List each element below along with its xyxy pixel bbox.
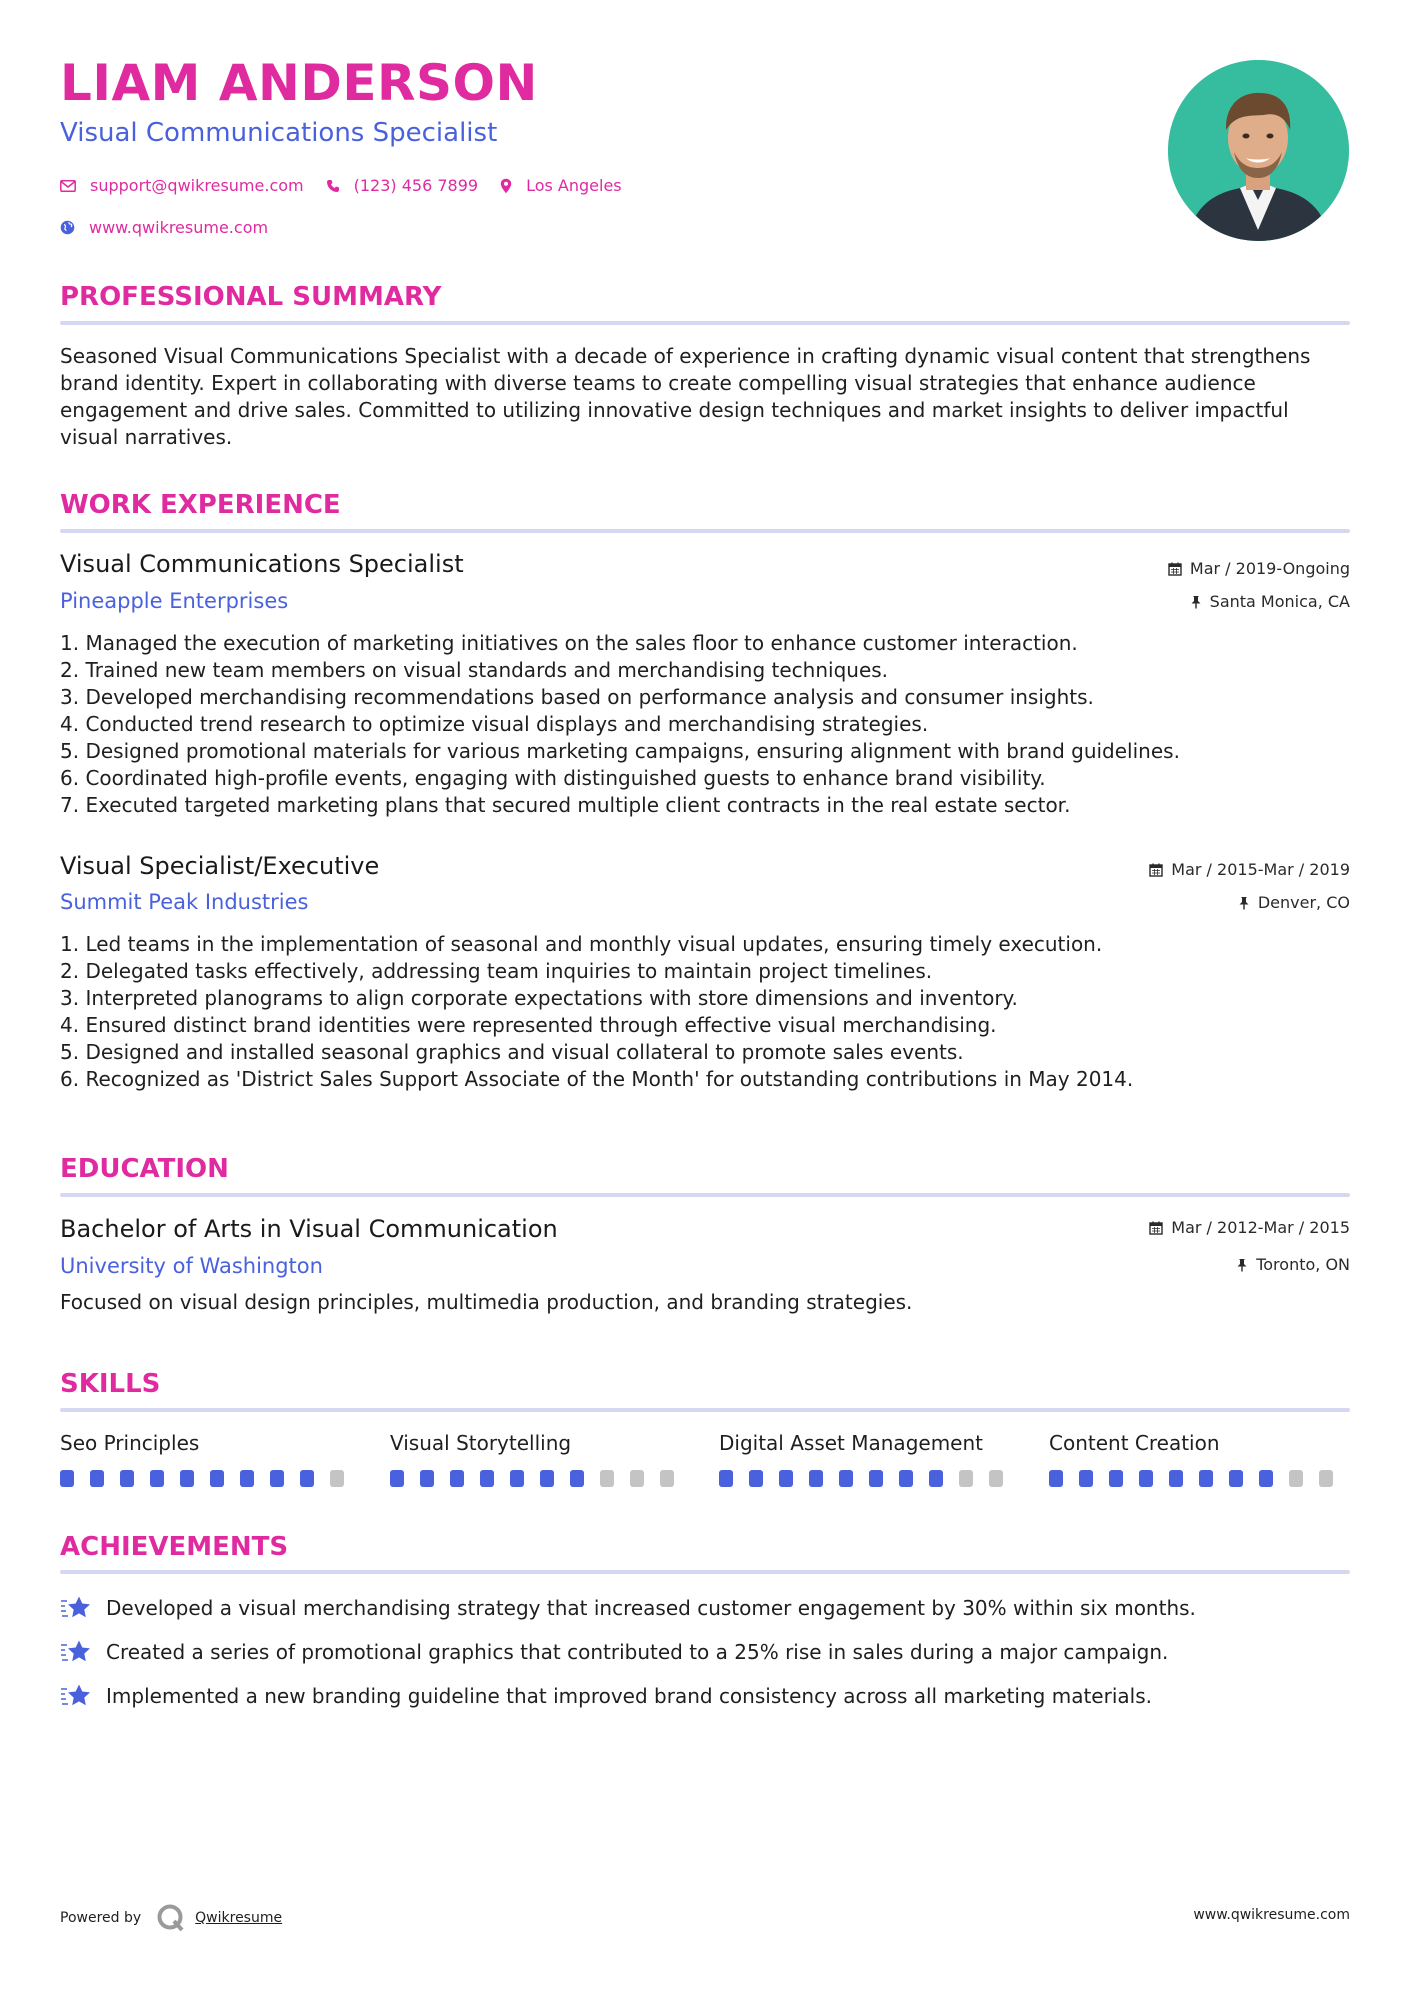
pushpin-icon — [1236, 1258, 1248, 1272]
job-dates-text: Mar / 2015-Mar / 2019 — [1171, 860, 1350, 879]
skill-dot-empty — [630, 1470, 644, 1487]
list-item: 4. Conducted trend research to optimize visual displays and merchandising strategies. — [60, 712, 929, 736]
job-title: Visual Communications Specialist — [60, 550, 464, 578]
company-name: Summit Peak Industries — [60, 890, 309, 914]
achievement-item — [60, 1639, 1168, 1665]
skill-dot-filled — [420, 1470, 434, 1487]
degree-title: Bachelor of Arts in Visual Communication — [60, 1215, 558, 1243]
skill-item — [1049, 1433, 1349, 1487]
skill-dot-filled — [1259, 1470, 1273, 1487]
achievement-text: Implemented a new branding guideline that improved brand consistency across all marketing materials. — [106, 1684, 1152, 1708]
qwikresume-link[interactable]: Qwikresume — [195, 1910, 283, 1926]
list-item: 5. Designed and installed seasonal graphics and visual collateral to promote sales events. — [60, 1040, 964, 1064]
list-item: 1. Led teams in the implementation of seasonal and monthly visual updates, ensuring timely execution. — [60, 932, 1103, 956]
phone-item[interactable] — [326, 176, 478, 195]
achievement-text: Created a series of promotional graphics that contributed to a 25% rise in sales during a major campaign. — [106, 1640, 1169, 1664]
email-item[interactable] — [60, 176, 304, 195]
skill-dot-empty — [660, 1470, 674, 1487]
list-item: 5. Designed promotional materials for various marketing campaigns, ensuring alignment with brand guidelines. — [60, 739, 1180, 763]
profile-photo — [1168, 60, 1349, 241]
skill-dot-filled — [540, 1470, 554, 1487]
section-divider — [60, 1570, 1350, 1574]
calendar-icon — [1168, 562, 1182, 576]
education-dates-text: Mar / 2012-Mar / 2015 — [1171, 1218, 1350, 1237]
section-divider — [60, 1408, 1350, 1412]
list-item: 7. Executed targeted marketing plans that secured multiple client contracts in the real estate sector. — [60, 793, 1071, 817]
achievement-item — [60, 1595, 1196, 1621]
skill-name: Visual Storytelling — [390, 1431, 572, 1455]
skill-dot-filled — [1109, 1470, 1123, 1487]
section-title-experience: WORK EXPERIENCE — [60, 490, 341, 520]
job-title: Visual Specialist/Executive — [60, 852, 380, 880]
skill-item — [390, 1433, 690, 1487]
skill-dot-filled — [1229, 1470, 1243, 1487]
skill-dot-filled — [809, 1470, 823, 1487]
person-portrait-icon — [1168, 60, 1349, 241]
website-row — [60, 218, 290, 237]
skill-dot-filled — [60, 1470, 74, 1487]
skill-dot-filled — [510, 1470, 524, 1487]
skill-dot-filled — [1169, 1470, 1183, 1487]
section-divider — [60, 529, 1350, 533]
candidate-role: Visual Communications Specialist — [60, 118, 498, 148]
skill-dot-filled — [180, 1470, 194, 1487]
skill-dot-empty — [1319, 1470, 1333, 1487]
achievement-text: Developed a visual merchandising strategy that increased customer engagement by 30% within six months. — [106, 1596, 1196, 1620]
skill-item — [719, 1433, 1019, 1487]
location-text: Los Angeles — [526, 176, 622, 195]
list-item: 3. Developed merchandising recommendations based on performance analysis and consumer insights. — [60, 685, 1094, 709]
education-dates — [1149, 1220, 1350, 1236]
website-item[interactable] — [60, 218, 268, 237]
candidate-name: LIAM ANDERSON — [60, 54, 538, 112]
education-description: Focused on visual design principles, multimedia production, and branding strategies. — [60, 1290, 913, 1314]
job-location-text: Santa Monica, CA — [1209, 592, 1350, 611]
star-icon — [60, 1595, 92, 1621]
footer-powered-by — [60, 1903, 282, 1933]
skill-name: Seo Principles — [60, 1431, 200, 1455]
skill-dot-empty — [1289, 1470, 1303, 1487]
star-icon — [60, 1639, 92, 1665]
skill-dot-filled — [929, 1470, 943, 1487]
job-location — [1238, 895, 1350, 911]
skill-dot-filled — [779, 1470, 793, 1487]
skill-rating — [1049, 1470, 1349, 1487]
skill-dot-empty — [330, 1470, 344, 1487]
skill-dot-filled — [899, 1470, 913, 1487]
job-bullets — [60, 931, 1350, 1093]
globe-icon — [60, 220, 75, 235]
job-dates — [1168, 561, 1350, 577]
location-item — [500, 176, 622, 195]
contact-row — [60, 176, 644, 195]
phone-icon — [326, 179, 340, 193]
skill-rating — [60, 1470, 360, 1487]
qwikresume-logo-icon — [155, 1903, 187, 1933]
education-location — [1236, 1257, 1350, 1273]
list-item: 4. Ensured distinct brand identities were represented through effective visual merchandising. — [60, 1013, 997, 1037]
skill-rating — [390, 1470, 690, 1487]
skill-dot-filled — [120, 1470, 134, 1487]
school-name: University of Washington — [60, 1254, 323, 1278]
envelope-icon — [60, 180, 76, 192]
skill-dot-filled — [150, 1470, 164, 1487]
list-item: 1. Managed the execution of marketing initiatives on the sales floor to enhance customer interaction. — [60, 631, 1078, 655]
skill-dot-filled — [90, 1470, 104, 1487]
section-divider — [60, 1193, 1350, 1197]
section-divider — [60, 321, 1350, 325]
skill-dot-filled — [869, 1470, 883, 1487]
skill-dot-filled — [390, 1470, 404, 1487]
skill-dot-filled — [1139, 1470, 1153, 1487]
skill-rating — [719, 1470, 1019, 1487]
achievement-item — [60, 1683, 1152, 1709]
skill-name: Content Creation — [1049, 1431, 1220, 1455]
job-location-text: Denver, CO — [1257, 893, 1350, 912]
job-location — [1190, 594, 1350, 610]
map-pin-icon — [500, 178, 512, 194]
pushpin-icon — [1238, 896, 1250, 910]
pushpin-icon — [1190, 595, 1202, 609]
skill-dot-filled — [1199, 1470, 1213, 1487]
footer-url[interactable]: www.qwikresume.com — [1193, 1907, 1350, 1923]
job-bullets — [60, 630, 1350, 819]
company-name: Pineapple Enterprises — [60, 589, 289, 613]
skill-dot-filled — [210, 1470, 224, 1487]
skill-dot-filled — [719, 1470, 733, 1487]
skill-dot-empty — [600, 1470, 614, 1487]
skill-dot-empty — [959, 1470, 973, 1487]
star-icon — [60, 1683, 92, 1709]
list-item: 2. Delegated tasks effectively, addressing team inquiries to maintain project timelines. — [60, 959, 933, 983]
education-location-text: Toronto, ON — [1256, 1255, 1350, 1274]
section-title-education: EDUCATION — [60, 1154, 229, 1184]
calendar-icon — [1149, 863, 1163, 877]
skill-dot-filled — [300, 1470, 314, 1487]
section-title-summary: PROFESSIONAL SUMMARY — [60, 282, 442, 312]
powered-by-label: Powered by — [60, 1910, 142, 1926]
list-item: 2. Trained new team members on visual standards and merchandising techniques. — [60, 658, 889, 682]
phone-text: (123) 456 7899 — [353, 176, 479, 195]
skill-dot-filled — [1079, 1470, 1093, 1487]
section-title-skills: SKILLS — [60, 1369, 161, 1399]
summary-text: Seasoned Visual Communications Specialist with a decade of experience in crafting dynamic visual content that strengthens brand identity. Expert in collaborating with diverse teams to create compelling visual strategies that enhance audience engagement and drive sales. Committed to utilizing innovative design techniques and market insights to deliver impactful visual narratives. — [60, 344, 1311, 449]
list-item: 3. Interpreted planograms to align corporate expectations with store dimensions and inventory. — [60, 986, 1018, 1010]
skill-dot-filled — [839, 1470, 853, 1487]
website-text: www.qwikresume.com — [89, 218, 269, 237]
skill-dot-filled — [450, 1470, 464, 1487]
section-title-achievements: ACHIEVEMENTS — [60, 1532, 289, 1562]
skill-dot-filled — [240, 1470, 254, 1487]
list-item: 6. Recognized as 'District Sales Support Associate of the Month' for outstanding contributions in May 2014. — [60, 1067, 1134, 1091]
skill-dot-filled — [749, 1470, 763, 1487]
list-item: 6. Coordinated high-profile events, engaging with distinguished guests to enhance brand visibility. — [60, 766, 1046, 790]
skill-dot-filled — [480, 1470, 494, 1487]
email-text: support@qwikresume.com — [90, 176, 304, 195]
job-dates — [1149, 862, 1350, 878]
calendar-icon — [1149, 1221, 1163, 1235]
skill-dot-filled — [570, 1470, 584, 1487]
skill-name: Digital Asset Management — [719, 1431, 983, 1455]
skill-dot-filled — [1049, 1470, 1063, 1487]
skill-dot-empty — [989, 1470, 1003, 1487]
job-dates-text: Mar / 2019-Ongoing — [1189, 559, 1350, 578]
skill-dot-filled — [270, 1470, 284, 1487]
skill-item — [60, 1433, 360, 1487]
